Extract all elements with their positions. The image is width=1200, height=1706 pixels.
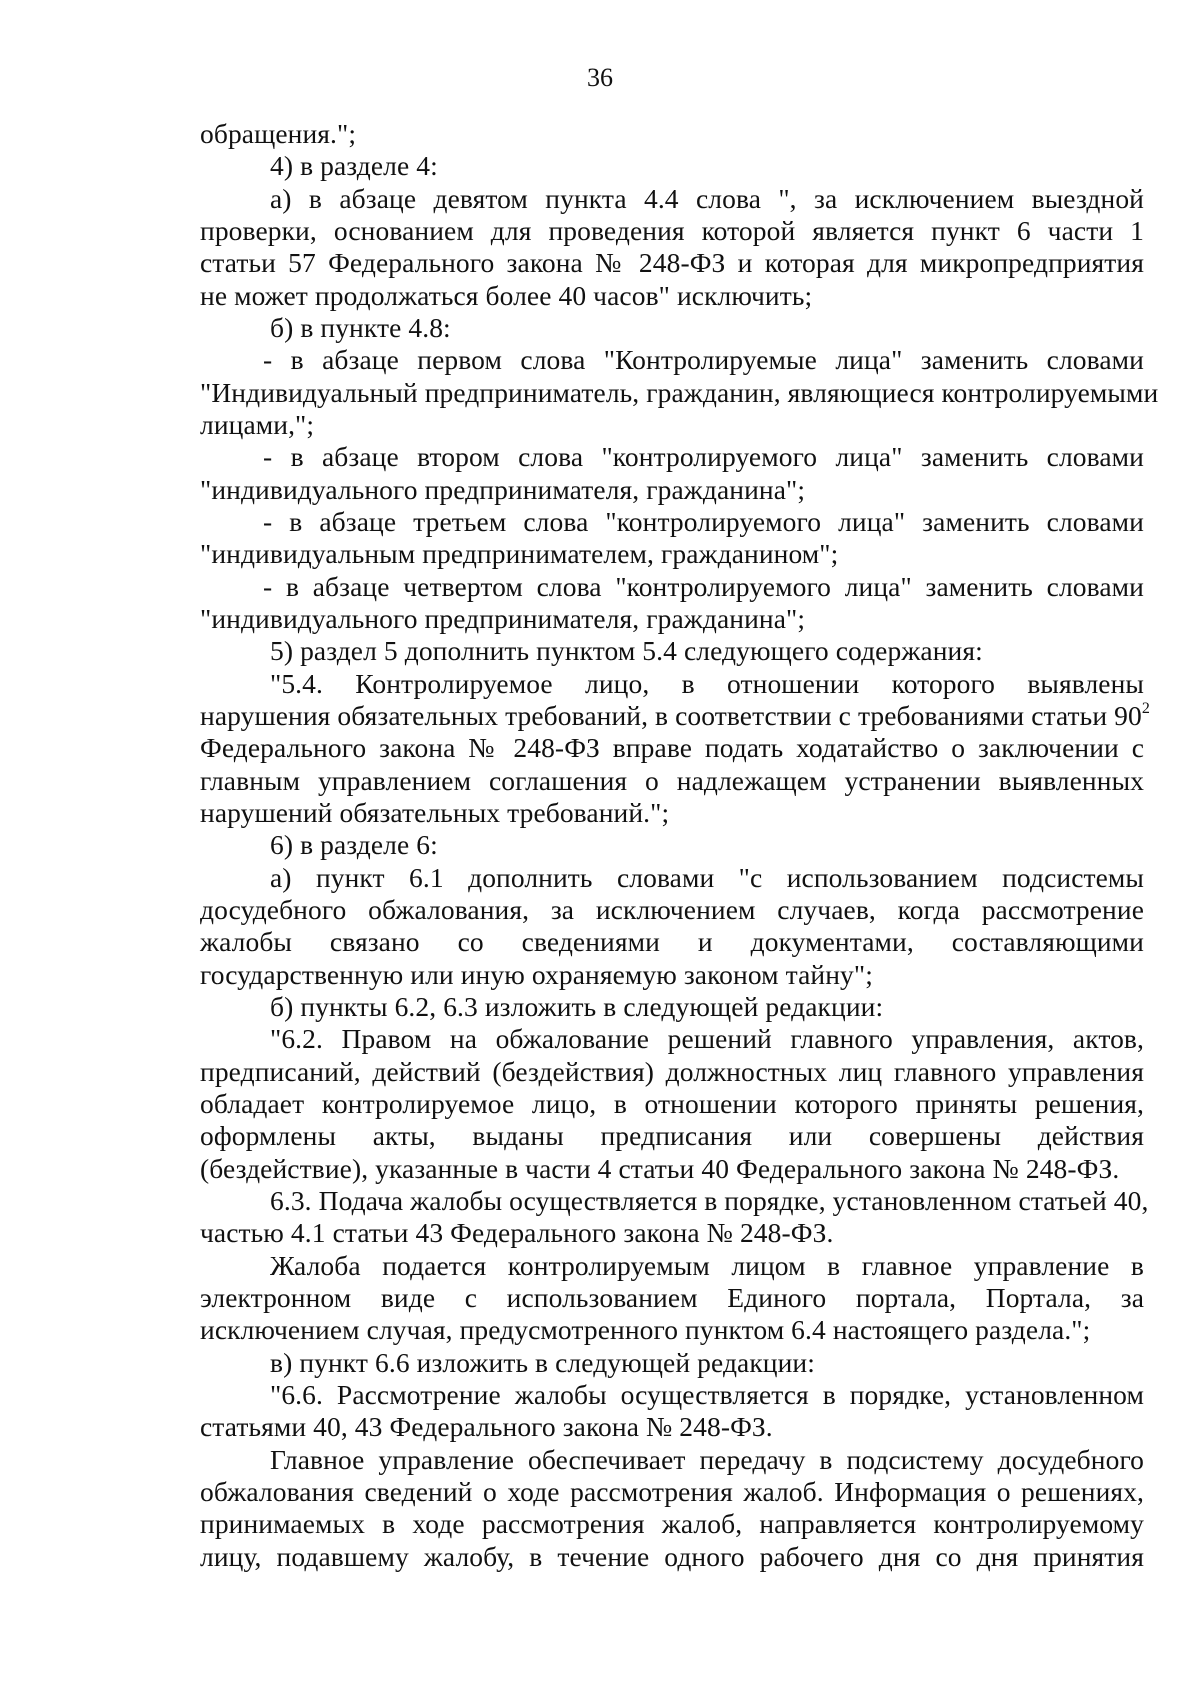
text-line: - в абзаце четвертом слова "контролируемого лица" заменить словами xyxy=(263,571,1144,602)
text-line: 6) в разделе 6: xyxy=(270,829,438,860)
text-line: исключением случая, предусмотренного пунктом 6.4 настоящего раздела."; xyxy=(200,1314,1091,1345)
text-line-content: нарушения обязательных требований, в соответствии с требованиями статьи 90 xyxy=(200,700,1142,731)
page-number: 36 xyxy=(587,63,613,92)
text-line: 6.3. Подача жалобы осуществляется в порядке, установленном статьей 40, xyxy=(270,1185,1149,1216)
text-line: государственную или иную охраняемую законом тайну"; xyxy=(200,959,873,990)
text-line: (бездействие), указанные в части 4 статьи 40 Федерального закона № 248-ФЗ. xyxy=(200,1153,1120,1184)
text-line: электронном виде с использованием Единого портала, Портала, за xyxy=(200,1282,1144,1313)
superscript: 2 xyxy=(1141,700,1150,717)
text-line: статьями 40, 43 Федерального закона № 248-ФЗ. xyxy=(200,1411,773,1442)
text-line: лицу, подавшему жалобу, в течение одного рабочего дня со дня принятия xyxy=(200,1541,1144,1572)
text-line: не может продолжаться более 40 часов" исключить; xyxy=(200,280,813,311)
text-line: - в абзаце втором слова "контролируемого лица" заменить словами xyxy=(263,441,1144,472)
text-line: жалобы связано со сведениями и документами, составляющими xyxy=(200,926,1144,957)
text-line: - в абзаце третьем слова "контролируемого лица" заменить словами xyxy=(263,506,1144,537)
text-line: Главное управление обеспечивает передачу в подсистему досудебного xyxy=(270,1444,1144,1475)
text-line: принимаемых в ходе рассмотрения жалоб, направляется контролируемому xyxy=(200,1508,1144,1539)
text-line: "6.6. Рассмотрение жалобы осуществляется в порядке, установленном xyxy=(270,1379,1144,1410)
text-line: б) в пункте 4.8: xyxy=(270,312,451,343)
text-line: частью 4.1 статьи 43 Федерального закона № 248-ФЗ. xyxy=(200,1217,834,1248)
text-line: б) пункты 6.2, 6.3 изложить в следующей редакции: xyxy=(270,991,884,1022)
text-line: "индивидуальным предпринимателем, гражданином"; xyxy=(200,538,839,569)
text-line: "индивидуального предпринимателя, гражданина"; xyxy=(200,603,806,634)
text-line xyxy=(200,698,1150,734)
text-line: в) пункт 6.6 изложить в следующей редакции: xyxy=(270,1347,815,1378)
text-line: досудебного обжалования, за исключением случаев, когда рассмотрение xyxy=(200,894,1144,925)
text-line: лицами,"; xyxy=(200,409,315,440)
text-line: а) в абзаце девятом пункта 4.4 слова ", за исключением выездной xyxy=(270,183,1144,214)
text-line: а) пункт 6.1 дополнить словами "с использованием подсистемы xyxy=(270,862,1144,893)
text-line: - в абзаце первом слова "Контролируемые лица" заменить словами xyxy=(263,344,1144,375)
text-line: "5.4. Контролируемое лицо, в отношении которого выявлены xyxy=(270,668,1144,699)
text-line: "Индивидуальный предприниматель, гражданин, являющиеся контролируемыми xyxy=(200,377,1159,408)
text-line: предписаний, действий (бездействия) должностных лиц главного управления xyxy=(200,1056,1144,1087)
text-line: оформлены акты, выданы предписания или совершены действия xyxy=(200,1120,1144,1151)
text-line: обращения."; xyxy=(200,118,357,149)
text-line: статьи 57 Федерального закона № 248-ФЗ и которая для микропредприятия xyxy=(200,247,1144,278)
text-line: Федерального закона № 248-ФЗ вправе подать ходатайство о заключении с xyxy=(200,732,1144,763)
text-line: нарушений обязательных требований."; xyxy=(200,797,670,828)
text-line: главным управлением соглашения о надлежащем устранении выявленных xyxy=(200,765,1144,796)
text-line: 4) в разделе 4: xyxy=(270,150,438,181)
text-line: 5) раздел 5 дополнить пунктом 5.4 следующего содержания: xyxy=(270,635,983,666)
text-line: Жалоба подается контролируемым лицом в главное управление в xyxy=(270,1250,1144,1281)
text-line: обжалования сведений о ходе рассмотрения жалоб. Информация о решениях, xyxy=(200,1476,1144,1507)
text-line: "6.2. Правом на обжалование решений главного управления, актов, xyxy=(270,1023,1144,1054)
text-line: проверки, основанием для проведения которой является пункт 6 части 1 xyxy=(200,215,1144,246)
text-line: обладает контролируемое лицо, в отношении которого приняты решения, xyxy=(200,1088,1144,1119)
text-line: "индивидуального предпринимателя, гражданина"; xyxy=(200,474,806,505)
